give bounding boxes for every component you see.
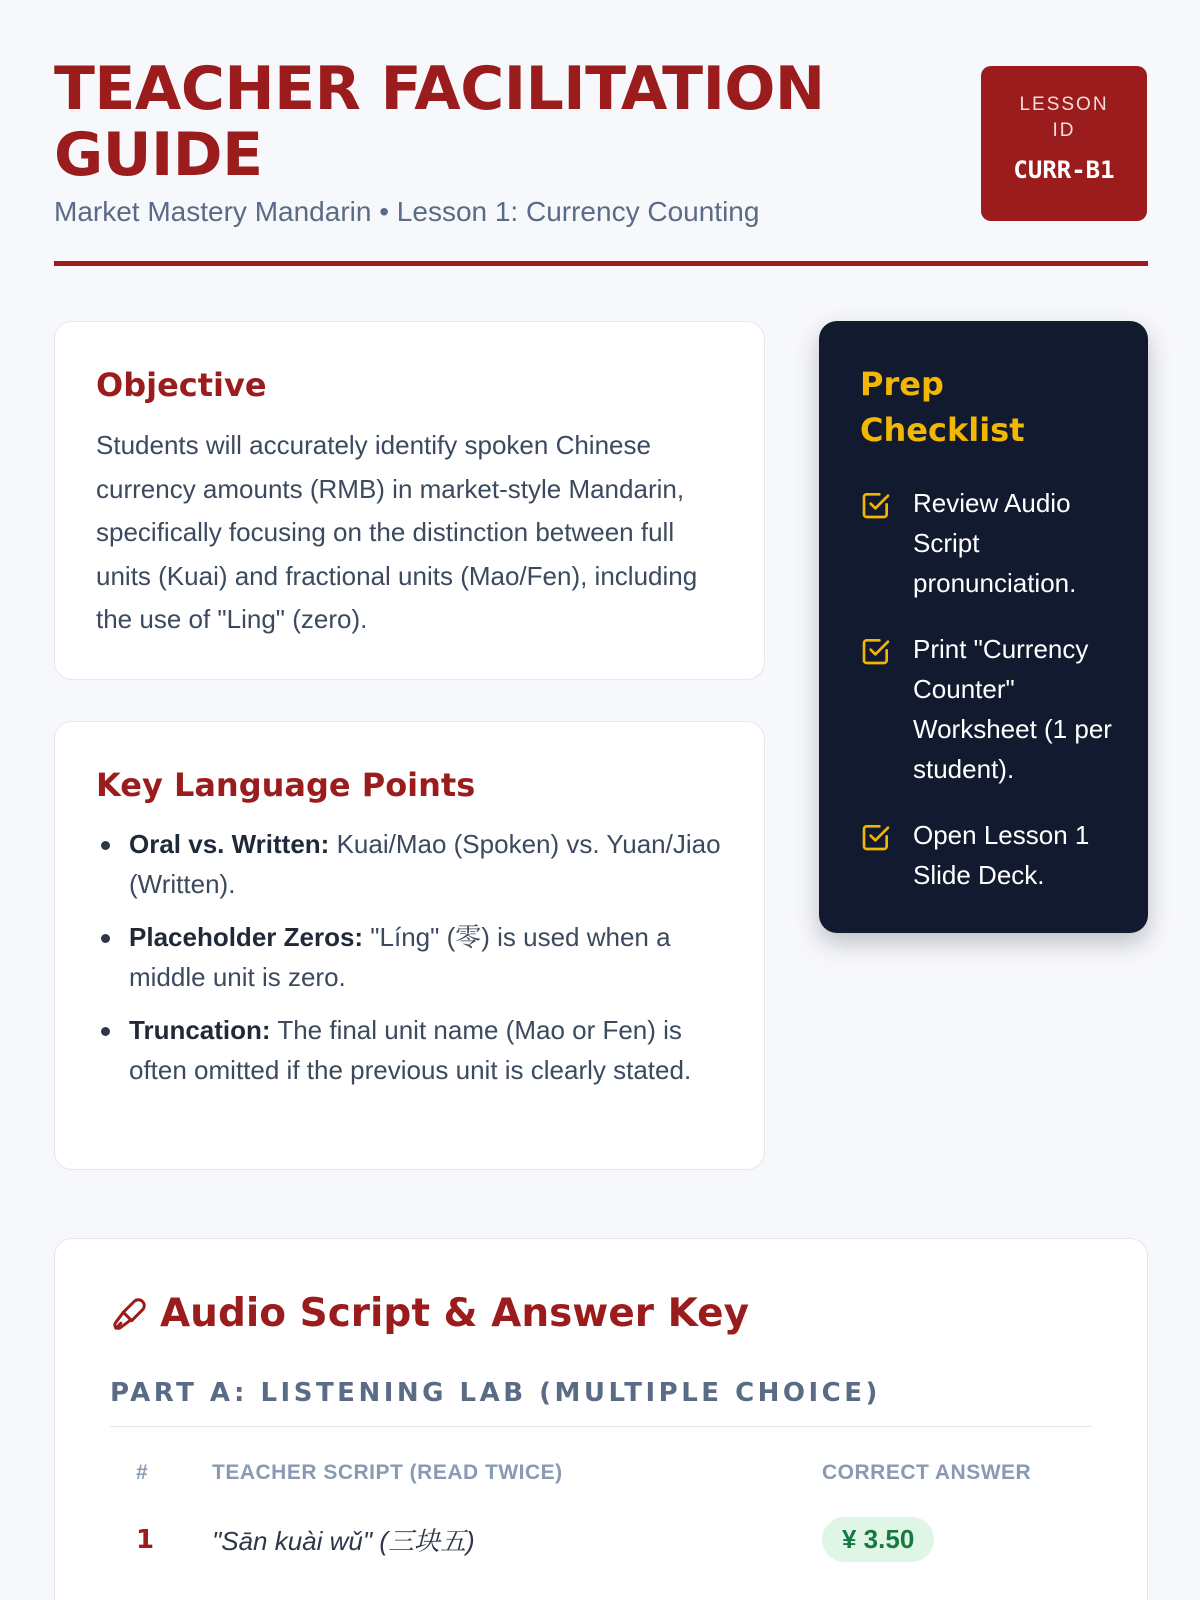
table-row [110,1489,1092,1562]
checklist-item [860,629,1118,789]
language-point-text: "Líng" (零) is used when a middle unit is zero. [129,922,671,992]
prep-checklist-card [819,321,1148,933]
language-points-heading: Key Language Points [96,766,476,804]
language-point-text: The final unit name (Mao or Fen) is often omitted if the previous unit is clearly stated. [129,1015,692,1085]
row-number: 1 [136,1524,155,1555]
language-point [96,824,724,904]
audio-script-header [110,1291,1092,1336]
row-script: "Sān kuài wǔ" (三块五) [212,1526,475,1556]
column-header-answer: CORRECT ANSWER [822,1461,1032,1484]
header-divider [54,261,1148,266]
lesson-id-value: CURR-B1 [1013,156,1115,184]
objective-card [54,321,765,680]
prep-checklist-heading: Prep Checklist [860,365,1025,449]
correct-answer-badge: ¥ 3.50 [822,1517,934,1562]
checkbox-icon [860,489,892,521]
lesson-id-label: LESSON ID [1019,94,1109,141]
audio-script-card [54,1238,1148,1600]
checklist-item [860,815,1118,895]
language-point-term: Placeholder Zeros: [129,922,364,952]
answer-key-table [110,1427,1092,1562]
column-header-number: # [136,1461,149,1484]
language-point-term: Oral vs. Written: [129,829,330,859]
table-header-row [110,1427,1092,1489]
column-header-script: TEACHER SCRIPT (READ TWICE) [212,1461,563,1484]
language-point [96,1010,724,1090]
microphone-icon [110,1294,150,1334]
checkbox-icon [860,821,892,853]
language-point [96,917,724,997]
language-point-term: Truncation: [129,1015,271,1045]
lesson-id-badge [981,66,1147,221]
page-subtitle: Market Mastery Mandarin • Lesson 1: Currency Counting [54,196,760,227]
checklist-item [860,483,1118,603]
language-points-card [54,721,765,1170]
checklist-item-text: Review Audio Script pronunciation. [913,488,1077,598]
page-title: TEACHER FACILITATION GUIDE [54,54,825,190]
language-points-list [96,824,724,1090]
checklist-item-text: Open Lesson 1 Slide Deck. [913,820,1090,890]
part-a-title: PART A: LISTENING LAB (MULTIPLE CHOICE) [110,1378,1092,1427]
row-answer-cell [822,1489,1092,1562]
objective-text: Students will accurately identify spoken Chinese currency amounts (RMB) in market-style Mandarin, specifically focusing on the distinction between full units (Kuai) and fractional units (Mao/Fen), including the use of "Ling" (zero). [96,430,698,634]
language-point-text: Kuai/Mao (Spoken) vs. Yuan/Jiao (Written). [129,829,721,899]
checklist-item-text: Print "Currency Counter" Worksheet (1 per student). [913,634,1112,784]
prep-checklist-list [860,483,1118,895]
audio-script-title: Audio Script & Answer Key [160,1291,749,1336]
objective-heading: Objective [96,366,267,404]
checkbox-icon [860,635,892,667]
